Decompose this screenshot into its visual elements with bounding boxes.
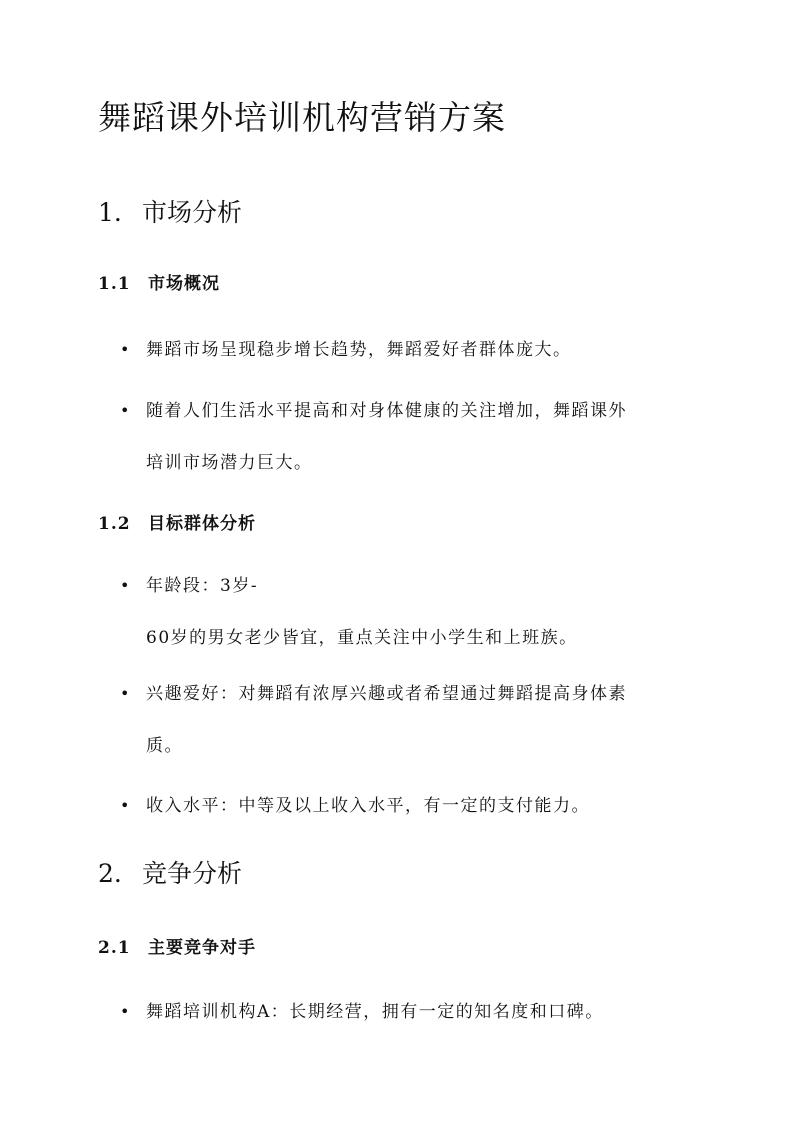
- section-heading-1: [98, 196, 242, 230]
- section-number: 2.: [98, 859, 122, 888]
- bullet-text-continued: 60岁的男女老少皆宜，重点关注中小学生和上班族。: [146, 628, 578, 648]
- subsection-number: 1.2: [98, 514, 131, 534]
- subsection-heading-2-1: [98, 935, 256, 961]
- bullet-marker: •: [120, 401, 130, 420]
- bullet-marker: •: [120, 796, 130, 815]
- subsection-number: 1.1: [98, 274, 131, 294]
- bullet-text: 舞蹈市场呈现稳步增长趋势，舞蹈爱好者群体庞大。: [146, 340, 572, 360]
- section-title: 竞争分析: [142, 859, 243, 888]
- bullet-item: [120, 385, 680, 489]
- subsection-title: 市场概况: [148, 274, 220, 294]
- section-title: 市场分析: [142, 198, 243, 227]
- bullet-text: 舞蹈培训机构A：长期经营，拥有一定的知名度和口碑。: [146, 1002, 604, 1022]
- bullet-item: [120, 668, 680, 772]
- bullet-text-continued: 培训市场潜力巨大。: [146, 453, 313, 473]
- document-title: 舞蹈课外培训机构营销方案: [98, 98, 506, 137]
- subsection-heading-1-1: [98, 271, 220, 297]
- bullet-marker: •: [120, 684, 130, 703]
- subsection-title: 目标群体分析: [148, 514, 256, 534]
- section-number: 1.: [98, 198, 122, 227]
- subsection-title: 主要竞争对手: [148, 938, 256, 958]
- bullet-marker: •: [120, 576, 130, 595]
- bullet-text: 年龄段：3岁-: [146, 576, 259, 596]
- bullet-item: [120, 560, 680, 664]
- section-heading-2: [98, 857, 242, 891]
- subsection-number: 2.1: [98, 938, 131, 958]
- bullet-text: 收入水平：中等及以上收入水平，有一定的支付能力。: [146, 796, 590, 816]
- bullet-text-continued: 质。: [146, 736, 183, 756]
- bullet-marker: •: [120, 340, 130, 359]
- bullet-item: [120, 780, 680, 832]
- bullet-text: 兴趣爱好：对舞蹈有浓厚兴趣或者希望通过舞蹈提高身体素: [146, 684, 627, 704]
- subsection-heading-1-2: [98, 511, 256, 537]
- bullet-item: [120, 986, 680, 1038]
- bullet-marker: •: [120, 1002, 130, 1021]
- bullet-text: 随着人们生活水平提高和对身体健康的关注增加，舞蹈课外: [146, 401, 627, 421]
- bullet-item: [120, 324, 680, 376]
